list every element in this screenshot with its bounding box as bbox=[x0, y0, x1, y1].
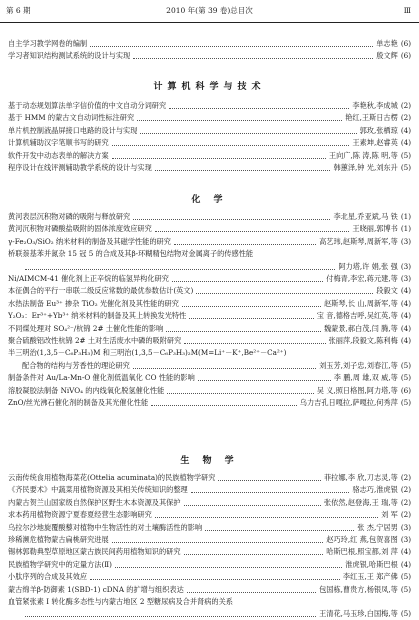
toc-entry[interactable] bbox=[8, 150, 411, 162]
entry-title: 黄河沉积物对磷酸盐吸附的固体浓度效应研究 bbox=[8, 224, 152, 234]
toc-entry[interactable] bbox=[8, 100, 411, 112]
entry-title: 基于动态规划算法单字信价值的中文自动分词研究 bbox=[8, 101, 167, 110]
entry-authors: 吴 义,照日格图,阿力塔,等 bbox=[316, 385, 398, 395]
toc-entry[interactable] bbox=[8, 534, 411, 546]
entry-page: (4) bbox=[400, 336, 411, 345]
dot-leader bbox=[25, 616, 316, 617]
entry-page: (3) bbox=[400, 236, 411, 246]
toc-entry[interactable] bbox=[8, 509, 411, 521]
dot-leader bbox=[218, 480, 321, 481]
dot-leader bbox=[198, 380, 331, 381]
entry-title: 云南传统食用植物海菜花(Ottelia acuminata)的民族植物学研究 bbox=[8, 473, 216, 482]
dot-leader bbox=[133, 368, 316, 369]
toc-entry[interactable] bbox=[8, 38, 411, 50]
dot-leader bbox=[182, 306, 321, 307]
entry-page: (3) bbox=[400, 261, 411, 271]
toc-entry[interactable] bbox=[8, 385, 411, 397]
entry-title: 内蒙古贺兰山国家级自然保护区野生木本资源及其保护 bbox=[8, 497, 181, 507]
entry-title: 乌拉尔沙地旋覆酸藜对植物中生物活性的对土壤酶活性的影响 bbox=[8, 522, 203, 532]
dot-leader bbox=[133, 58, 373, 59]
dot-leader bbox=[184, 505, 321, 506]
entry-authors: 张丽萍,段毅文,陈利梅 bbox=[328, 336, 398, 345]
toc-entry[interactable] bbox=[8, 298, 411, 310]
entry-title: 不同煤处理对 SO₄²⁻/杭锦 2# 土催化性能的影响 bbox=[8, 323, 164, 333]
dot-leader bbox=[167, 393, 313, 394]
entry-title: Ni/AIMCM-41 催化剂上正辛烷的临氢异构化研究 bbox=[8, 274, 169, 283]
dot-leader bbox=[115, 567, 342, 568]
toc-entry[interactable] bbox=[8, 546, 411, 558]
entry-title: 锡林郭勒典型草原地区蒙古族民间药用植物知识的研究 bbox=[8, 547, 181, 557]
entry-authors: 李艳秋,李成城 bbox=[352, 101, 398, 110]
entry-authors: 单志艳 bbox=[376, 39, 398, 48]
running-title: 2010 年(第 39 卷)总目次 bbox=[166, 6, 253, 15]
entry-page: (2) bbox=[400, 473, 411, 482]
toc-entry[interactable] bbox=[8, 211, 411, 223]
toc-entry[interactable] bbox=[8, 273, 411, 285]
entry-page: (6) bbox=[400, 39, 411, 48]
dot-leader bbox=[166, 331, 321, 332]
page-number: Ⅲ bbox=[403, 6, 411, 15]
entry-authors: 刘玉芳,刘子忠,刘春江,等 bbox=[319, 360, 398, 370]
entry-page: (1) bbox=[400, 212, 411, 221]
dot-leader bbox=[112, 542, 324, 543]
page-header bbox=[0, 0, 419, 23]
toc-entry[interactable] bbox=[8, 472, 411, 484]
entry-authors: 宝 音,德格吉呼,吴红英,等 bbox=[316, 311, 398, 321]
entry-title: 单片机控制液晶屏接口电路的设计与实现 bbox=[8, 125, 138, 135]
entry-authors: 骆志巧,淮虎银 bbox=[352, 485, 398, 495]
entry-page: (5) bbox=[400, 398, 411, 407]
entry-page: (5) bbox=[400, 584, 411, 594]
toc-entry[interactable] bbox=[8, 347, 411, 359]
entry-page: (4) bbox=[400, 125, 411, 135]
dot-leader bbox=[169, 108, 349, 109]
entry-authors: 淮虎银,哈斯巴根 bbox=[345, 559, 398, 569]
entry-page: (5) bbox=[400, 360, 411, 370]
toc-entry[interactable] bbox=[8, 310, 411, 322]
toc-entry[interactable] bbox=[8, 285, 411, 297]
entry-authors: 魏蒙景,郝白茂,闫 腾,等 bbox=[323, 323, 398, 333]
entry-page: (4) bbox=[400, 547, 411, 557]
entry-authors: 段毅文 bbox=[376, 286, 398, 296]
dot-leader bbox=[196, 293, 373, 294]
entry-title: 计算机辅助汉字笔顺书写的研究 bbox=[8, 138, 109, 148]
dot-leader bbox=[174, 244, 316, 245]
toc-entry[interactable] bbox=[8, 223, 411, 235]
entry-authors: 张依然,赵登海,王 瑞,等 bbox=[323, 497, 398, 507]
toc-entry[interactable] bbox=[8, 125, 411, 137]
entry-page: (4) bbox=[400, 138, 411, 148]
entry-title: 水热法制备 Eu³⁺ 掺杂 TiO₂ 光催化剂及其性能的研究 bbox=[8, 298, 179, 308]
entry-title: 聚合硫酸铝改性杭锦 2# 土对生活废水中磷的吸附研究 bbox=[8, 336, 182, 345]
entry-title: 血管紧张素 I 转化酶多态性与内蒙古地区 2 型糖尿病及合并肾病的关系 bbox=[8, 597, 233, 606]
toc-entry[interactable] bbox=[8, 372, 411, 384]
entry-authors: 张 杰,宁居男 bbox=[357, 522, 398, 532]
entry-page: (2) bbox=[400, 101, 411, 110]
dot-leader bbox=[137, 120, 342, 121]
dot-leader bbox=[112, 145, 350, 146]
toc-entry[interactable] bbox=[8, 484, 411, 496]
toc-entry[interactable] bbox=[8, 571, 411, 583]
entry-authors: 哈斯巴根,照宝都,刘 萍 bbox=[326, 547, 398, 557]
entry-page: (1) bbox=[400, 224, 411, 234]
entry-title: 桥联萘基苯并氮杂 15 冠 5 的合成及其β-环糊精包结物对金属离子的传感性能 bbox=[8, 249, 254, 259]
section-heading: 计算机科学与技术 bbox=[153, 82, 266, 92]
entry-page: (4) bbox=[400, 323, 411, 333]
entry-page: (3) bbox=[400, 535, 411, 544]
entry-authors: 阿力塔,许 娟,张 强 bbox=[338, 261, 398, 271]
entry-authors: 李北星,乔亚斌,马 铁 bbox=[333, 212, 398, 221]
entry-authors: 刘 军 bbox=[381, 510, 398, 520]
entry-title: 配合物的结构与芳香性的理论研究 bbox=[22, 360, 130, 370]
issue-number: 第 6 期 bbox=[6, 6, 31, 15]
entry-title: 本征偶合的平行一串联二级反应常数的最优参数估计(英文) bbox=[8, 286, 194, 296]
entry-page: (5) bbox=[400, 150, 411, 160]
toc-entry[interactable] bbox=[8, 112, 411, 124]
dot-leader bbox=[191, 492, 350, 493]
entry-authors: 郭玫,张栖琼 bbox=[359, 125, 398, 135]
dot-leader bbox=[187, 592, 316, 593]
entry-authors: 乌力吉孔日嘎拉,萨嘎拉,何秀萍 bbox=[299, 398, 398, 407]
toc-entry[interactable] bbox=[8, 261, 411, 273]
dot-leader bbox=[90, 579, 340, 580]
dot-leader bbox=[140, 133, 356, 134]
entry-title: 学习者知识结构测试系统的设计与实现 bbox=[8, 51, 131, 61]
entry-title: 软件开发中动态表单的解决方案 bbox=[8, 150, 109, 160]
dot-leader bbox=[205, 530, 354, 531]
section-heading: 化 学 bbox=[191, 195, 228, 205]
entry-authors: 王素坤,赵睿英 bbox=[352, 138, 398, 148]
entry-title: 蒙古绵羊β-防御素 1(SBD-1) cDNA 的扩增与组织表达 bbox=[8, 584, 184, 594]
dot-leader bbox=[184, 343, 325, 344]
dot-leader bbox=[155, 170, 331, 171]
dot-leader bbox=[155, 231, 350, 232]
entry-authors: 艳红,王斯日古楞 bbox=[345, 113, 398, 123]
entry-authors: 王清花,马玉珍,白国梅,等 bbox=[319, 609, 398, 619]
entry-title: Y₂O₃：Er³⁺+Yb³⁺ 纳米材料的制备及其上转换发光特性 bbox=[8, 311, 187, 321]
entry-page: (4) bbox=[400, 298, 411, 308]
entry-title: ZnO/丝光沸石催化剂的制备及其光催化性能 bbox=[8, 398, 149, 407]
toc-entry[interactable] bbox=[8, 236, 411, 248]
dot-leader bbox=[133, 219, 330, 220]
entry-authors: 李 鹏,周 雄,双 威,等 bbox=[333, 373, 398, 383]
entry-page: (6) bbox=[400, 385, 411, 395]
entry-page: (2) bbox=[400, 485, 411, 495]
entry-page: (5) bbox=[400, 163, 411, 172]
entry-page: (4) bbox=[400, 286, 411, 296]
entry-authors: 王晓丽,郭博书 bbox=[352, 224, 398, 234]
entry-authors: 付梅青,李宏,蒋元建,等 bbox=[326, 274, 398, 283]
dot-leader bbox=[172, 281, 323, 282]
entry-page: (5) bbox=[400, 572, 411, 582]
entry-authors: 李红玉,王 郑产佛 bbox=[342, 572, 398, 582]
entry-page: (2) bbox=[400, 510, 411, 520]
entry-title: 基于 HMM 的蒙古文自动词性标注研究 bbox=[8, 113, 135, 123]
toc-entry[interactable] bbox=[8, 559, 411, 571]
entry-authors: 殷文辉 bbox=[376, 51, 398, 61]
toc-entry[interactable] bbox=[8, 50, 411, 62]
entry-authors: 赵巧玲,红 燕,包贺喜图 bbox=[326, 535, 398, 544]
entry-title: 半三明治(1,3,5－C₆P₃H₃)M 和三明治(1,3,5－C₆P₃H₃)₂M(M=Li⁺－K⁺,Be²⁺－Ca²⁺) bbox=[8, 348, 287, 358]
toc-entry[interactable] bbox=[8, 360, 411, 372]
entry-page: (3) bbox=[400, 274, 411, 283]
entry-authors: 赵斯琴,长 山,周新军,等 bbox=[323, 298, 398, 308]
entry-page: (2) bbox=[400, 497, 411, 507]
entry-page: (5) bbox=[400, 373, 411, 383]
entry-page: (3) bbox=[400, 522, 411, 532]
section-heading: 生 物 学 bbox=[180, 456, 239, 466]
entry-title: 程序设计在线评测辅助教学系统的设计与实现 bbox=[8, 163, 152, 172]
toc-entry[interactable] bbox=[8, 162, 411, 174]
entry-title: γ-Fe₂O₃/SiO₂ 纳米材料的制备及其磁学性能的研究 bbox=[8, 236, 171, 246]
entry-title: 自主学习教学网卷的编制 bbox=[8, 39, 88, 48]
toc-entry[interactable] bbox=[8, 323, 411, 335]
entry-authors: 包国栋,曹贵方,杨银凤,等 bbox=[319, 584, 398, 594]
dot-leader bbox=[25, 269, 335, 270]
entry-title: 《齐民要术》中蔬菜用植物资源及其相关传统知识的整理 bbox=[8, 485, 188, 495]
toc-entry[interactable] bbox=[8, 137, 411, 149]
entry-page: (6) bbox=[400, 51, 411, 61]
entry-authors: 菲拉娜,李 欣,刀志灵,等 bbox=[323, 473, 398, 482]
entry-page: (5) bbox=[400, 609, 411, 619]
toc-entry[interactable] bbox=[8, 596, 411, 608]
entry-page: (2) bbox=[400, 113, 411, 123]
entry-page: (4) bbox=[400, 559, 411, 569]
toc-entry[interactable] bbox=[8, 397, 411, 409]
dot-leader bbox=[90, 46, 373, 47]
entry-title: 制备条件对 Au/La-Mn-O 催化剂低温氧化 CO 性能的影响 bbox=[8, 373, 195, 383]
entry-title: 珍稀濒危植物蒙古扁桃研究进展 bbox=[8, 535, 109, 544]
entry-authors: 王向广,陈 涛,陈 明,等 bbox=[328, 150, 398, 160]
dot-leader bbox=[112, 158, 326, 159]
entry-title: 求本药用植物资源宁夏春夏经营生态影响研究 bbox=[8, 510, 152, 520]
dot-leader bbox=[184, 554, 324, 555]
toc-entry[interactable] bbox=[8, 522, 411, 534]
dot-leader bbox=[151, 405, 297, 406]
dot-leader bbox=[189, 318, 314, 319]
entry-title: 民族植物学研究中的定量方法(Ⅱ) bbox=[8, 559, 112, 569]
toc-entry[interactable] bbox=[8, 584, 411, 596]
toc-entry[interactable] bbox=[8, 248, 411, 260]
dot-leader bbox=[155, 517, 378, 518]
toc-entry[interactable] bbox=[8, 335, 411, 347]
entry-page: (4) bbox=[400, 311, 411, 321]
toc-entry[interactable] bbox=[8, 497, 411, 509]
entry-authors: 韩蕙泽,钟 光,刘东升 bbox=[333, 163, 398, 172]
entry-title: 溶胶凝胶法制备 NiVO₄ 的内线氧化脱氢催化性能 bbox=[8, 385, 165, 395]
toc-entry[interactable] bbox=[8, 608, 411, 620]
entry-title: 黄河表层沉积物对磷的吸附与释放研究 bbox=[8, 212, 131, 221]
entry-title: 小肽序列的合成及其效应 bbox=[8, 572, 88, 582]
entry-authors: 高艺玮,赵斯琴,周新军,等 bbox=[319, 236, 398, 246]
